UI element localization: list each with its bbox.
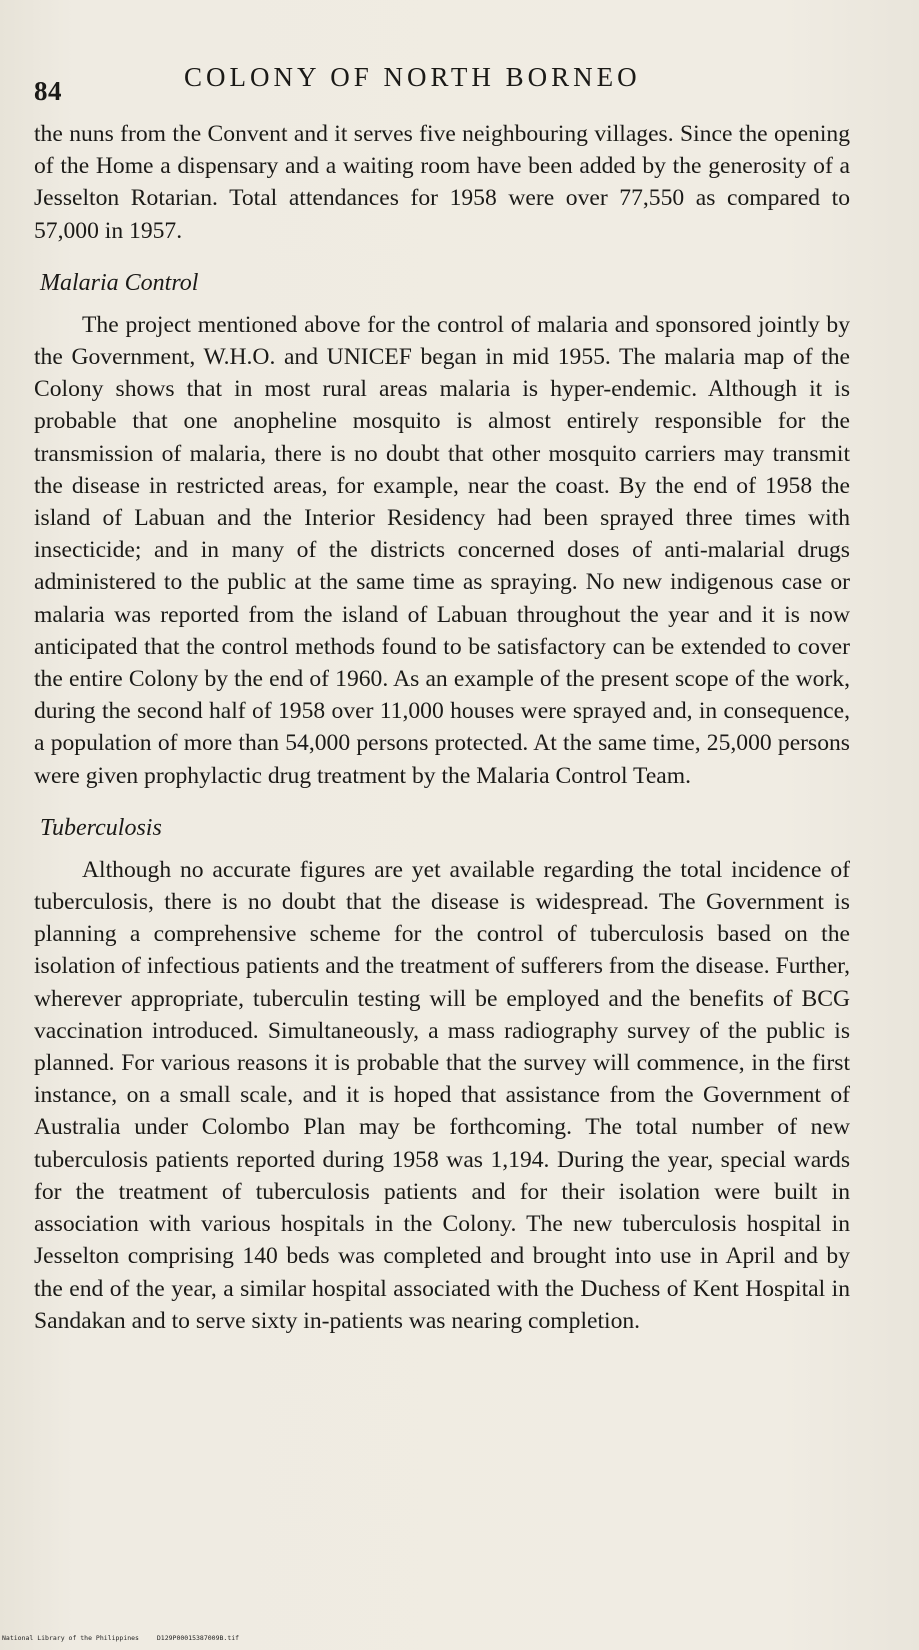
- page-header: [34, 62, 864, 106]
- page-body: [34, 118, 850, 1337]
- scan-footer: [2, 1634, 239, 1642]
- malaria-control-paragraph: The project mentioned above for the control of malaria and sponsored jointly by the Government, W.H.O. and UNICEF began in mid 1955. The malaria map of the Colony shows that in most rural areas malaria is hyper-endemic. Although it is probable that one anopheline mosquito is almost entirely responsible for the transmission of malaria, there is no doubt that other mosquito carriers may transmit the disease in restricted areas, for example, near the coast. By the end of 1958 the island of Labuan and the Interior Residency had been sprayed three times with insecticide; and in many of the districts concerned doses of anti-malarial drugs administered to the public at the same time as spraying. No new indigenous case or malaria was reported from the island of Labuan throughout the year and it is now anticipated that the control methods found to be satisfactory can be extended to cover the entire Colony by the end of 1960. As an example of the present scope of the work, during the second half of 1958 over 11,000 houses were sprayed and, in consequence, a population of more than 54,000 persons protected. At the same time, 25,000 persons were given prophylactic drug treatment by the Malaria Control Team.: [34, 311, 850, 789]
- page-number: 84: [34, 76, 62, 106]
- opening-paragraph: the nuns from the Convent and it serves five neighbouring villages. Since the opening of the Home a dispensary and a waiting room have been added by the generosity of a Jesselton Rotarian. Total attendances for 1958 were over 77,550 as compared to 57,000 in 1957.: [34, 121, 850, 244]
- tuberculosis-heading: Tuberculosis: [40, 814, 162, 841]
- library-credit: National Library of the Philippines: [2, 1634, 139, 1642]
- scan-file-id: D129P00015387009B.tif: [156, 1634, 240, 1642]
- running-title: COLONY OF NORTH BORNEO: [184, 62, 641, 92]
- malaria-control-heading: Malaria Control: [40, 269, 199, 296]
- tuberculosis-paragraph: Although no accurate figures are yet available regarding the total incidence of tuberculosis, there is no doubt that the disease is widespread. The Government is planning a comprehensive scheme for the control of tuberculosis based on the isolation of infectious patients and the treatment of sufferers from the disease. Further, wherever appropriate, tuberculin testing will be employed and the benefits of BCG vaccination introduced. Simultaneously, a mass radiography survey of the public is planned. For various reasons it is probable that the survey will commence, in the first instance, on a small scale, and it is hoped that assistance from the Government of Australia under Colombo Plan may be forthcoming. The total number of new tuberculosis patients reported during 1958 was 1,194. During the year, special wards for the treatment of tuberculosis patients and for their isolation were built in association with various hospitals in the Colony. The new tuberculosis hospital in Jesselton comprising 140 beds was completed and brought into use in April and by the end of the year, a similar hospital associated with the Duchess of Kent Hospital in Sandakan and to serve sixty in-patients was nearing completion.: [34, 856, 850, 1334]
